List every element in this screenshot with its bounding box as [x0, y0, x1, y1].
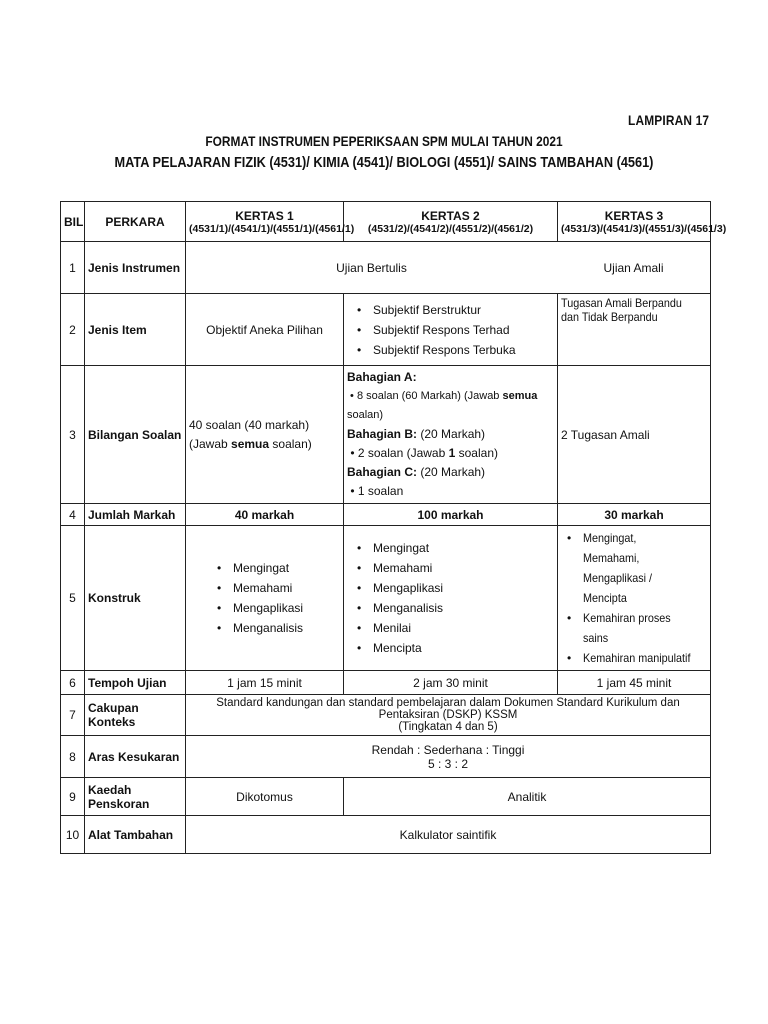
- row-number: 5: [61, 526, 85, 671]
- row-10-value: Kalkulator saintifik: [186, 816, 711, 854]
- row-number: 9: [61, 778, 85, 816]
- table-row: [61, 366, 711, 504]
- list-item: • Kemahiran manipulatif: [583, 648, 707, 668]
- row-number: 3: [61, 366, 85, 504]
- list-item: • Menilai: [373, 618, 554, 638]
- row-number: 8: [61, 736, 85, 778]
- document-subtitle: MATA PELAJARAN FIZIK (4531)/ KIMIA (4541)/ BIOLOGI (4551)/ SAINS TAMBAHAN (4561): [114, 154, 654, 171]
- row-8-value: Rendah : Sederhana : Tinggi 5 : 3 : 2: [186, 736, 711, 778]
- row-label: Jenis Instrumen: [85, 242, 186, 294]
- cell-k3: 30 markah: [558, 504, 711, 526]
- table-header-row: [61, 202, 711, 242]
- row-label: Alat Tambahan: [85, 816, 186, 854]
- row-label: Tempoh Ujian: [85, 671, 186, 695]
- row-label: Bilangan Soalan: [85, 366, 186, 504]
- format-table: [60, 201, 727, 854]
- list-item: • Mengaplikasi: [233, 598, 340, 618]
- cell-k3: Tugasan Amali Berpandu dan Tidak Berpandu: [558, 294, 711, 366]
- list-item: • Mengingat: [373, 538, 554, 558]
- table-row: [61, 504, 711, 526]
- cell-k2: Bahagian A: • 8 soalan (60 Markah) (Jawab semua soalan) Bahagian B: (20 Markah) • 2 soalan (Jawab 1 soalan) Bahagian C: (20 Markah) • 1 soalan: [344, 366, 558, 504]
- cell-k3: 1 jam 45 minit: [558, 671, 711, 695]
- cell-k1: Dikotomus: [186, 778, 344, 816]
- table-row: [61, 695, 711, 736]
- row-label: Jumlah Markah: [85, 504, 186, 526]
- cell-k3: 2 Tugasan Amali: [558, 366, 711, 504]
- header-kertas-1: KERTAS 1 (4531/1)/(4541/1)/(4551/1)/(4561/1): [186, 202, 344, 242]
- cell-k2: 2 jam 30 minit: [344, 671, 558, 695]
- cell-k2: [344, 294, 558, 366]
- list-item: • Mengaplikasi: [373, 578, 554, 598]
- table-row: [61, 816, 711, 854]
- header-bil: BIL: [61, 202, 85, 242]
- cell-k1: [186, 526, 344, 671]
- row-7-value: Standard kandungan dan standard pembelajaran dalam Dokumen Standard Kurikulum dan Pentaksiran (DSKP) KSSM (Tingkatan 4 dan 5): [186, 695, 711, 736]
- list-item: • Mengingat, Memahami, Mengaplikasi / Mencipta: [583, 528, 707, 608]
- cell-k1: Objektif Aneka Pilihan: [186, 294, 344, 366]
- row-1-value: Ujian Bertulis Ujian Amali: [186, 242, 711, 294]
- row-number: 6: [61, 671, 85, 695]
- row-label: Cakupan Konteks: [85, 695, 186, 736]
- table-row: [61, 736, 711, 778]
- cell-k1: 40 soalan (40 markah) (Jawab semua soalan): [186, 366, 344, 504]
- header-kertas-2: KERTAS 2 (4531/2)/(4541/2)/(4551/2)/(4561/2): [344, 202, 558, 242]
- cell-k23: Analitik: [344, 778, 711, 816]
- cell-k3: [558, 526, 711, 671]
- row-label: Aras Kesukaran: [85, 736, 186, 778]
- header-perkara: PERKARA: [85, 202, 186, 242]
- cell-k1: 40 markah: [186, 504, 344, 526]
- list-item: • Memahami: [233, 578, 340, 598]
- row-label: Kaedah Penskoran: [85, 778, 186, 816]
- cell-k2: 100 markah: [344, 504, 558, 526]
- list-item: • Mencipta: [373, 638, 554, 658]
- table-row: [61, 671, 711, 695]
- list-item: • Menganalisis: [373, 598, 554, 618]
- row-number: 1: [61, 242, 85, 294]
- row-number: 7: [61, 695, 85, 736]
- table-row: [61, 242, 711, 294]
- table-row: [61, 778, 711, 816]
- row-label: Konstruk: [85, 526, 186, 671]
- lampiran-label: LAMPIRAN 17: [628, 112, 710, 128]
- row-number: 10: [61, 816, 85, 854]
- row-number: 4: [61, 504, 85, 526]
- list-item: • Subjektif Berstruktur: [373, 300, 554, 320]
- row-number: 2: [61, 294, 85, 366]
- list-item: • Memahami: [373, 558, 554, 578]
- table-row: [61, 526, 711, 671]
- table-row: [61, 294, 711, 366]
- list-item: • Menganalisis: [233, 618, 340, 638]
- header-kertas-3: KERTAS 3 (4531/3)/(4541/3)/(4551/3)/(4561/3): [558, 202, 711, 242]
- cell-k2: [344, 526, 558, 671]
- document-title: FORMAT INSTRUMEN PEPERIKSAAN SPM MULAI TAHUN 2021: [205, 133, 563, 149]
- list-item: • Subjektif Respons Terbuka: [373, 340, 554, 360]
- list-item: • Subjektif Respons Terhad: [373, 320, 554, 340]
- list-item: • Mengingat: [233, 558, 340, 578]
- cell-k1: 1 jam 15 minit: [186, 671, 344, 695]
- row-label: Jenis Item: [85, 294, 186, 366]
- list-item: • Kemahiran proses sains: [583, 608, 707, 648]
